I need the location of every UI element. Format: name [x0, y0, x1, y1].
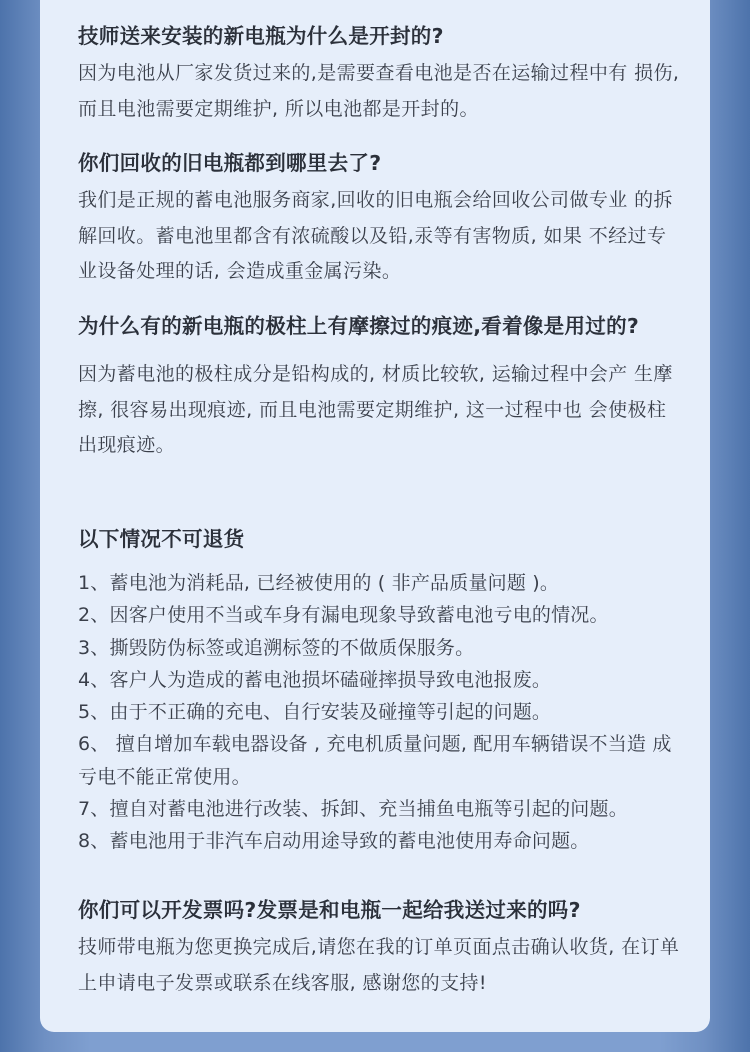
list-item: 8、蓄电池用于非汽车启动用途导致的蓄电池使用寿命问题。	[78, 830, 590, 853]
list-item: 1、蓄电池为消耗品, 已经被使用的 ( 非产品质量问题 )。	[78, 572, 560, 594]
faq-section-terminal-marks	[78, 306, 680, 464]
faq-section-unsealed	[78, 16, 680, 127]
faq-question: 你们回收的旧电瓶都到哪里去了?	[78, 151, 382, 175]
faq-question: 技师送来安装的新电瓶为什么是开封的?	[78, 24, 444, 48]
list-item: 2、因客户使用不当或车身有漏电现象导致蓄电池亏电的情况。	[78, 604, 609, 627]
no-return-list	[78, 567, 680, 858]
faq-section-no-return	[78, 519, 680, 858]
list-item: 5、由于不正确的充电、自行安装及碰撞等引起的问题。	[78, 701, 552, 724]
faq-answer: 因为电池从厂家发货过来的,是需要查看电池是否在运输过程中有 损伤, 而且电池需要定期维护, 所以电池都是开封的。	[78, 62, 680, 120]
list-item: 3、撕毁防伪标签或追溯标签的不做质保服务。	[78, 636, 475, 659]
list-item: 4、客户人为造成的蓄电池损坏磕碰摔损导致电池报废。	[78, 668, 552, 691]
list-item: 7、擅自对蓄电池进行改装、拆卸、充当捕鱼电瓶等引起的问题。	[78, 798, 628, 821]
faq-answer: 我们是正规的蓄电池服务商家,回收的旧电瓶会给回收公司做专业 的拆解回收。蓄电池里都含有浓硫酸以及铅,汞等有害物质, 如果 不经过专业设备处理的话, 会造成重金属污染。	[78, 189, 673, 282]
list-item: 6、 擅自增加车载电器设备 , 充电机质量问题, 配用车辆错误不当造 成亏电不能正常使用。	[78, 733, 672, 788]
faq-card	[40, 0, 710, 1032]
faq-section-invoice	[78, 890, 680, 1001]
faq-section-recycling	[78, 143, 680, 290]
faq-answer: 技师带电瓶为您更换完成后,请您在我的订单页面点击确认收货, 在订单上申请电子发票或联系在线客服, 感谢您的支持!	[78, 936, 680, 994]
faq-question: 为什么有的新电瓶的极柱上有摩擦过的痕迹,看着像是用过的?	[78, 314, 640, 338]
faq-answer: 因为蓄电池的极柱成分是铅构成的, 材质比较软, 运输过程中会产 生摩擦, 很容易出现痕迹, 而且电池需要定期维护, 这一过程中也 会使极柱出现痕迹。	[78, 363, 673, 456]
faq-question: 你们可以开发票吗?发票是和电瓶一起给我送过来的吗?	[78, 898, 581, 922]
faq-question: 以下情况不可退货	[78, 527, 245, 551]
